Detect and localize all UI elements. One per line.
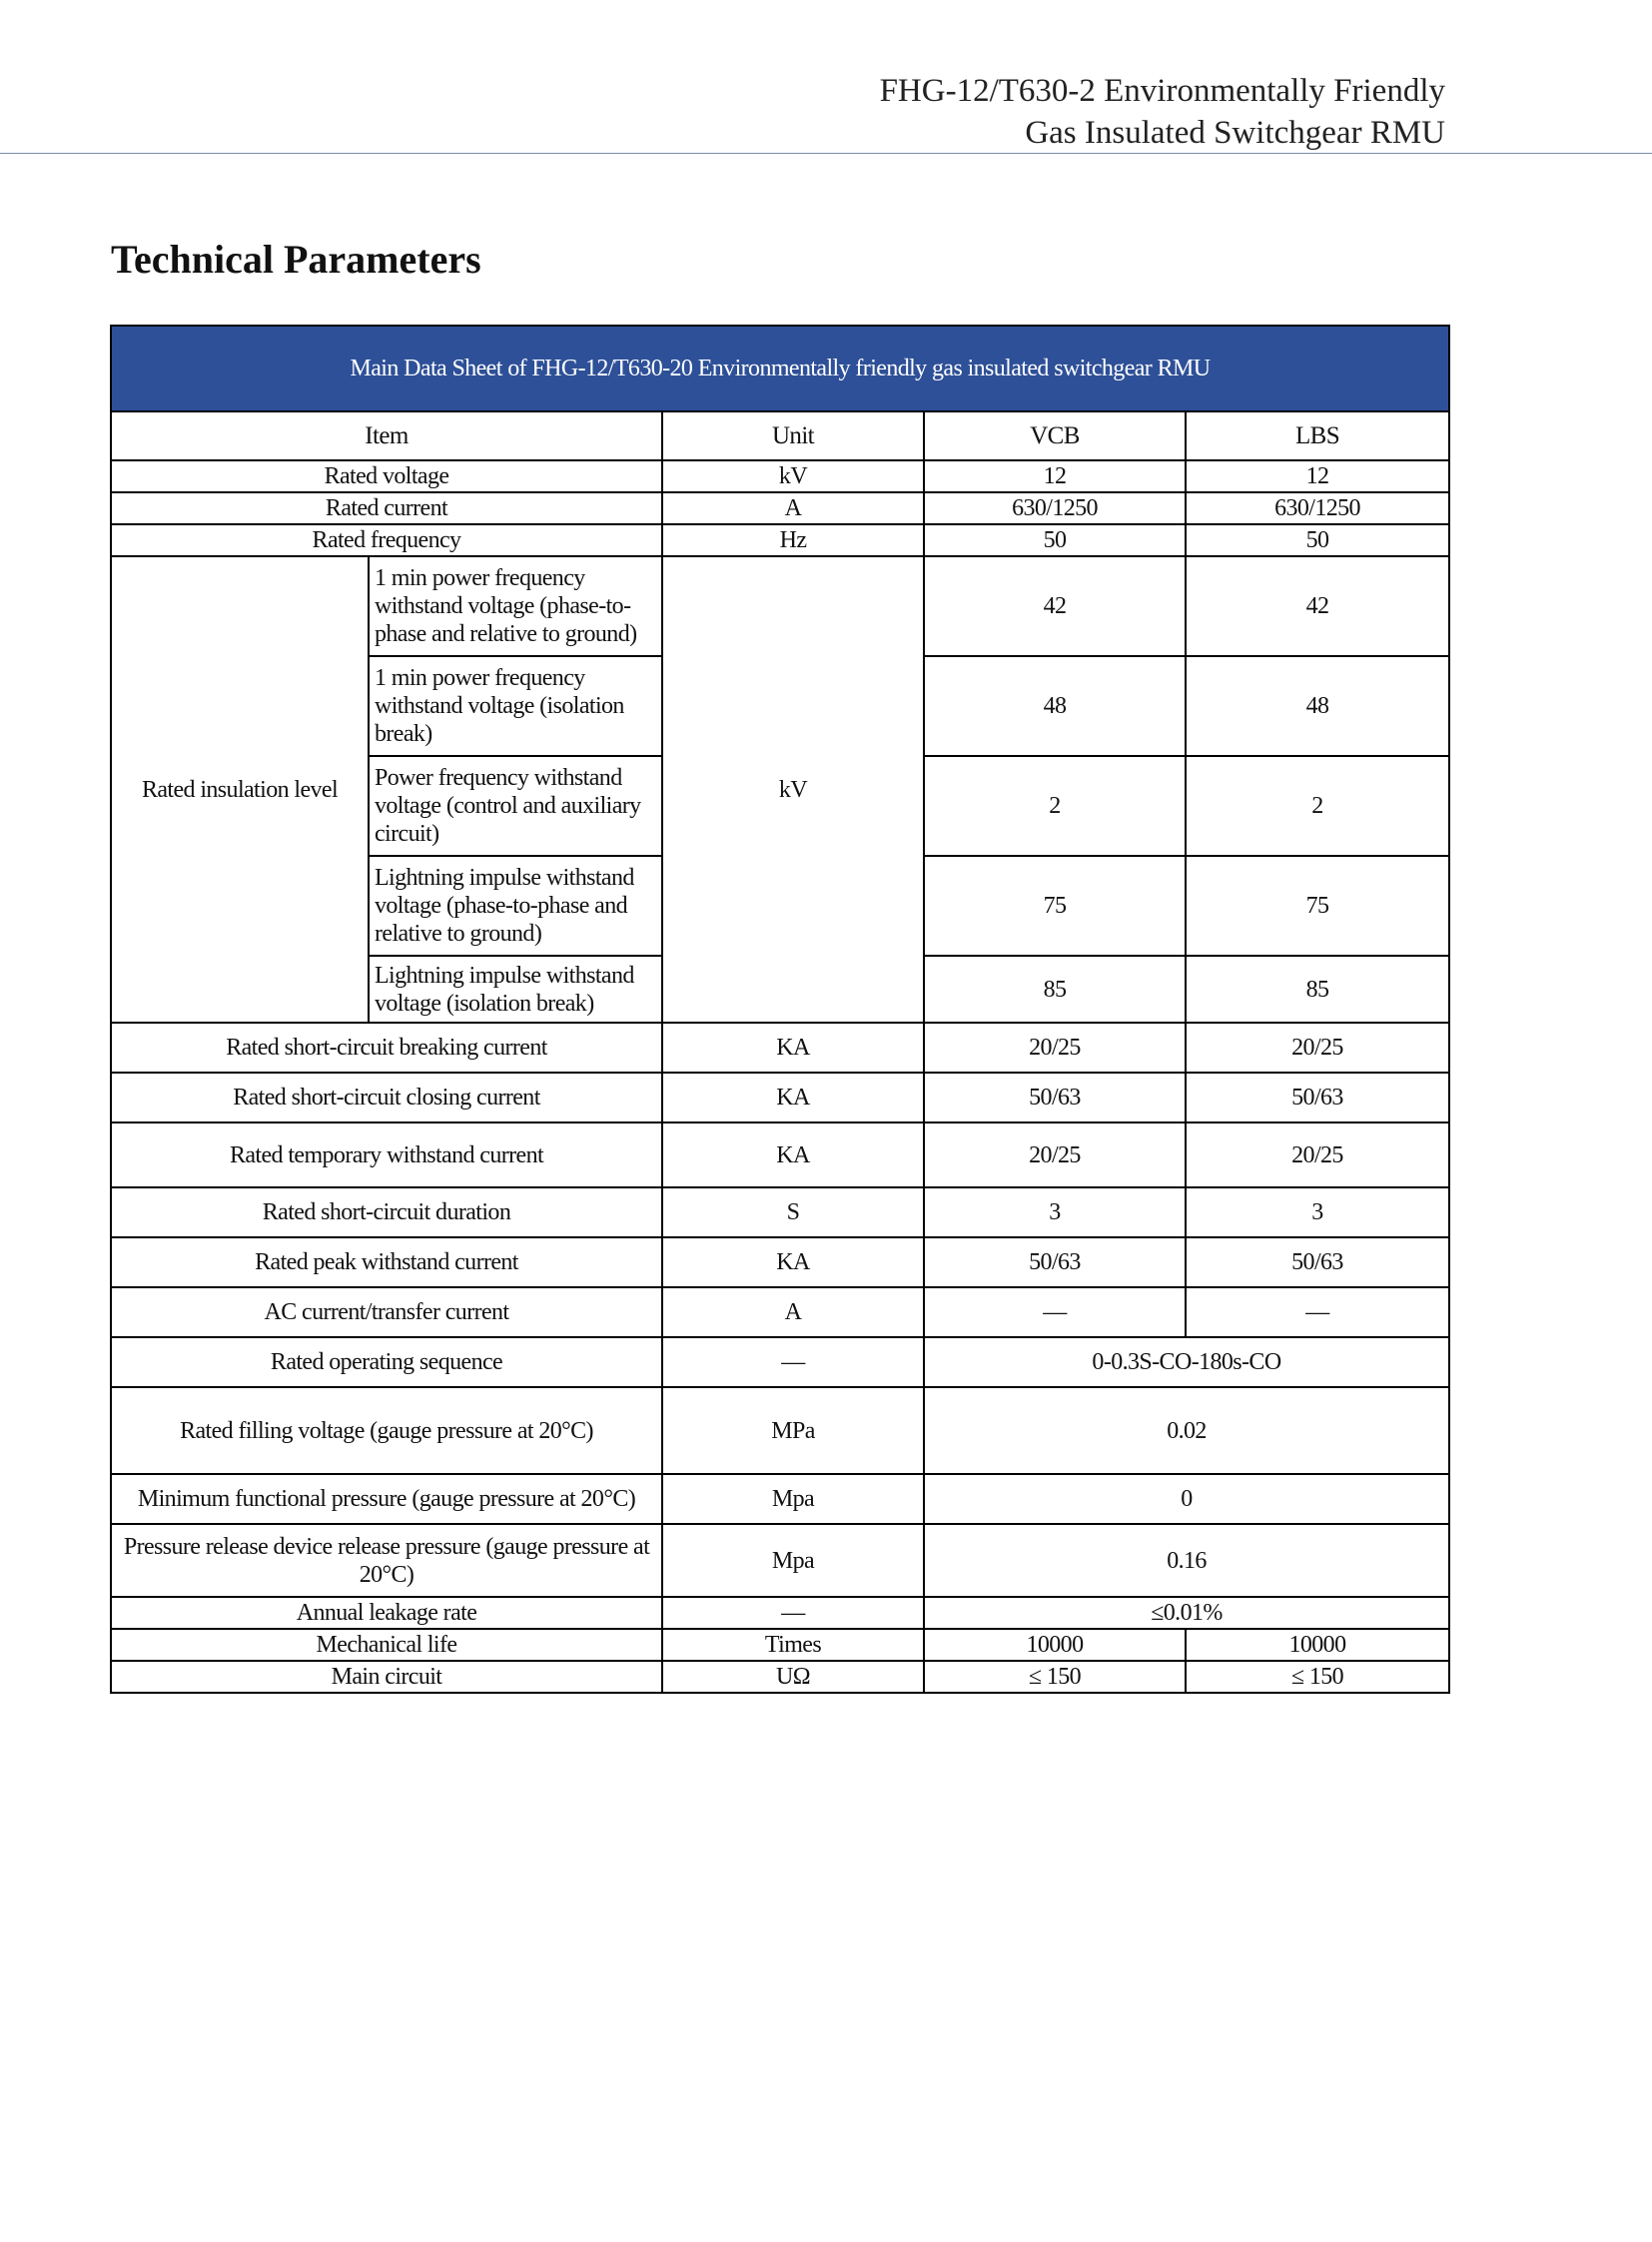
insulation-label: Rated insulation level: [111, 556, 369, 1023]
header-divider: [0, 153, 1652, 154]
row-item: Rated short-circuit closing current: [111, 1073, 662, 1122]
row-unit: Mpa: [662, 1474, 924, 1524]
insulation-sub-item: Power frequency withstand voltage (control and auxiliary circuit): [369, 756, 662, 856]
row-vcb: —: [924, 1287, 1186, 1337]
row-vcb: 75: [924, 856, 1186, 956]
row-item: Rated temporary withstand current: [111, 1122, 662, 1187]
row-lbs: ≤ 150: [1186, 1661, 1449, 1693]
table-row: [111, 1387, 1449, 1474]
header-title-line-2: Gas Insulated Switchgear RMU: [1025, 115, 1445, 151]
table-row: [111, 1629, 1449, 1661]
section-title: Technical Parameters: [111, 237, 481, 282]
row-lbs: 75: [1186, 856, 1449, 956]
row-merged-value: 0-0.3S-CO-180s-CO: [924, 1337, 1449, 1387]
row-lbs: 85: [1186, 956, 1449, 1023]
table-row: [111, 460, 1449, 492]
row-item: Rated peak withstand current: [111, 1237, 662, 1287]
row-item: Rated frequency: [111, 524, 662, 556]
row-unit: —: [662, 1337, 924, 1387]
row-unit: S: [662, 1187, 924, 1237]
row-merged-value: 0.16: [924, 1524, 1449, 1597]
table-row: [111, 1597, 1449, 1629]
row-vcb: 48: [924, 656, 1186, 756]
page-header: [880, 70, 1445, 154]
table-row: [111, 1237, 1449, 1287]
row-lbs: 630/1250: [1186, 492, 1449, 524]
row-item: Pressure release device release pressure (gauge pressure at 20°C): [111, 1524, 662, 1597]
table-row: [111, 1187, 1449, 1237]
row-lbs: 50/63: [1186, 1237, 1449, 1287]
table-row: [111, 1474, 1449, 1524]
row-item: Rated operating sequence: [111, 1337, 662, 1387]
insulation-sub-item: Lightning impulse withstand voltage (phase-to-phase and relative to ground): [369, 856, 662, 956]
row-vcb: 2: [924, 756, 1186, 856]
header-title-line-1: FHG-12/T630-2 Environmentally Friendly: [879, 73, 1445, 109]
row-item: Rated voltage: [111, 460, 662, 492]
insulation-unit: kV: [662, 556, 924, 1023]
table-row: [111, 1073, 1449, 1122]
row-unit: KA: [662, 1023, 924, 1073]
row-unit: A: [662, 1287, 924, 1337]
row-item: AC current/transfer current: [111, 1287, 662, 1337]
row-item: Rated current: [111, 492, 662, 524]
row-vcb: 630/1250: [924, 492, 1186, 524]
row-lbs: 10000: [1186, 1629, 1449, 1661]
row-unit: Times: [662, 1629, 924, 1661]
column-header-vcb: VCB: [924, 411, 1186, 460]
row-vcb: 12: [924, 460, 1186, 492]
technical-parameters-table: [110, 325, 1450, 1694]
row-lbs: 50/63: [1186, 1073, 1449, 1122]
row-item: Annual leakage rate: [111, 1597, 662, 1629]
row-merged-value: 0.02: [924, 1387, 1449, 1474]
row-unit: Mpa: [662, 1524, 924, 1597]
row-item: Rated filling voltage (gauge pressure at 20°C): [111, 1387, 662, 1474]
row-item: Mechanical life: [111, 1629, 662, 1661]
insulation-sub-item: Lightning impulse withstand voltage (isolation break): [369, 956, 662, 1023]
row-lbs: 48: [1186, 656, 1449, 756]
table-row: [111, 1023, 1449, 1073]
row-item: Rated short-circuit duration: [111, 1187, 662, 1237]
table-row: [111, 1524, 1449, 1597]
row-unit: Hz: [662, 524, 924, 556]
row-lbs: 20/25: [1186, 1023, 1449, 1073]
row-vcb: 50/63: [924, 1073, 1186, 1122]
column-header-lbs: LBS: [1186, 411, 1449, 460]
row-vcb: 50: [924, 524, 1186, 556]
row-lbs: 3: [1186, 1187, 1449, 1237]
row-unit: KA: [662, 1122, 924, 1187]
row-vcb: 20/25: [924, 1023, 1186, 1073]
table-row: [111, 556, 1449, 656]
table-row: [111, 1287, 1449, 1337]
table-row: [111, 1661, 1449, 1693]
row-vcb: 85: [924, 956, 1186, 1023]
row-vcb: 50/63: [924, 1237, 1186, 1287]
table-row: [111, 1122, 1449, 1187]
row-lbs: —: [1186, 1287, 1449, 1337]
row-unit: A: [662, 492, 924, 524]
row-lbs: 20/25: [1186, 1122, 1449, 1187]
row-merged-value: 0: [924, 1474, 1449, 1524]
insulation-sub-item: 1 min power frequency withstand voltage (isolation break): [369, 656, 662, 756]
row-unit: kV: [662, 460, 924, 492]
insulation-sub-item: 1 min power frequency withstand voltage (phase-to-phase and relative to ground): [369, 556, 662, 656]
row-vcb: 3: [924, 1187, 1186, 1237]
column-header-unit: Unit: [662, 411, 924, 460]
table-row: [111, 524, 1449, 556]
row-unit: MPa: [662, 1387, 924, 1474]
row-item: Minimum functional pressure (gauge pressure at 20°C): [111, 1474, 662, 1524]
row-vcb: 42: [924, 556, 1186, 656]
row-vcb: ≤ 150: [924, 1661, 1186, 1693]
row-merged-value: ≤0.01%: [924, 1597, 1449, 1629]
row-item: Main circuit: [111, 1661, 662, 1693]
table-row: [111, 1337, 1449, 1387]
row-unit: KA: [662, 1237, 924, 1287]
row-unit: —: [662, 1597, 924, 1629]
row-unit: UΩ: [662, 1661, 924, 1693]
row-vcb: 20/25: [924, 1122, 1186, 1187]
row-unit: KA: [662, 1073, 924, 1122]
row-lbs: 12: [1186, 460, 1449, 492]
table-title: Main Data Sheet of FHG-12/T630-20 Environmentally friendly gas insulated switchgear RMU: [111, 326, 1449, 411]
row-vcb: 10000: [924, 1629, 1186, 1661]
column-header-item: Item: [111, 411, 662, 460]
row-lbs: 42: [1186, 556, 1449, 656]
row-lbs: 2: [1186, 756, 1449, 856]
table-row: [111, 492, 1449, 524]
row-item: Rated short-circuit breaking current: [111, 1023, 662, 1073]
row-lbs: 50: [1186, 524, 1449, 556]
